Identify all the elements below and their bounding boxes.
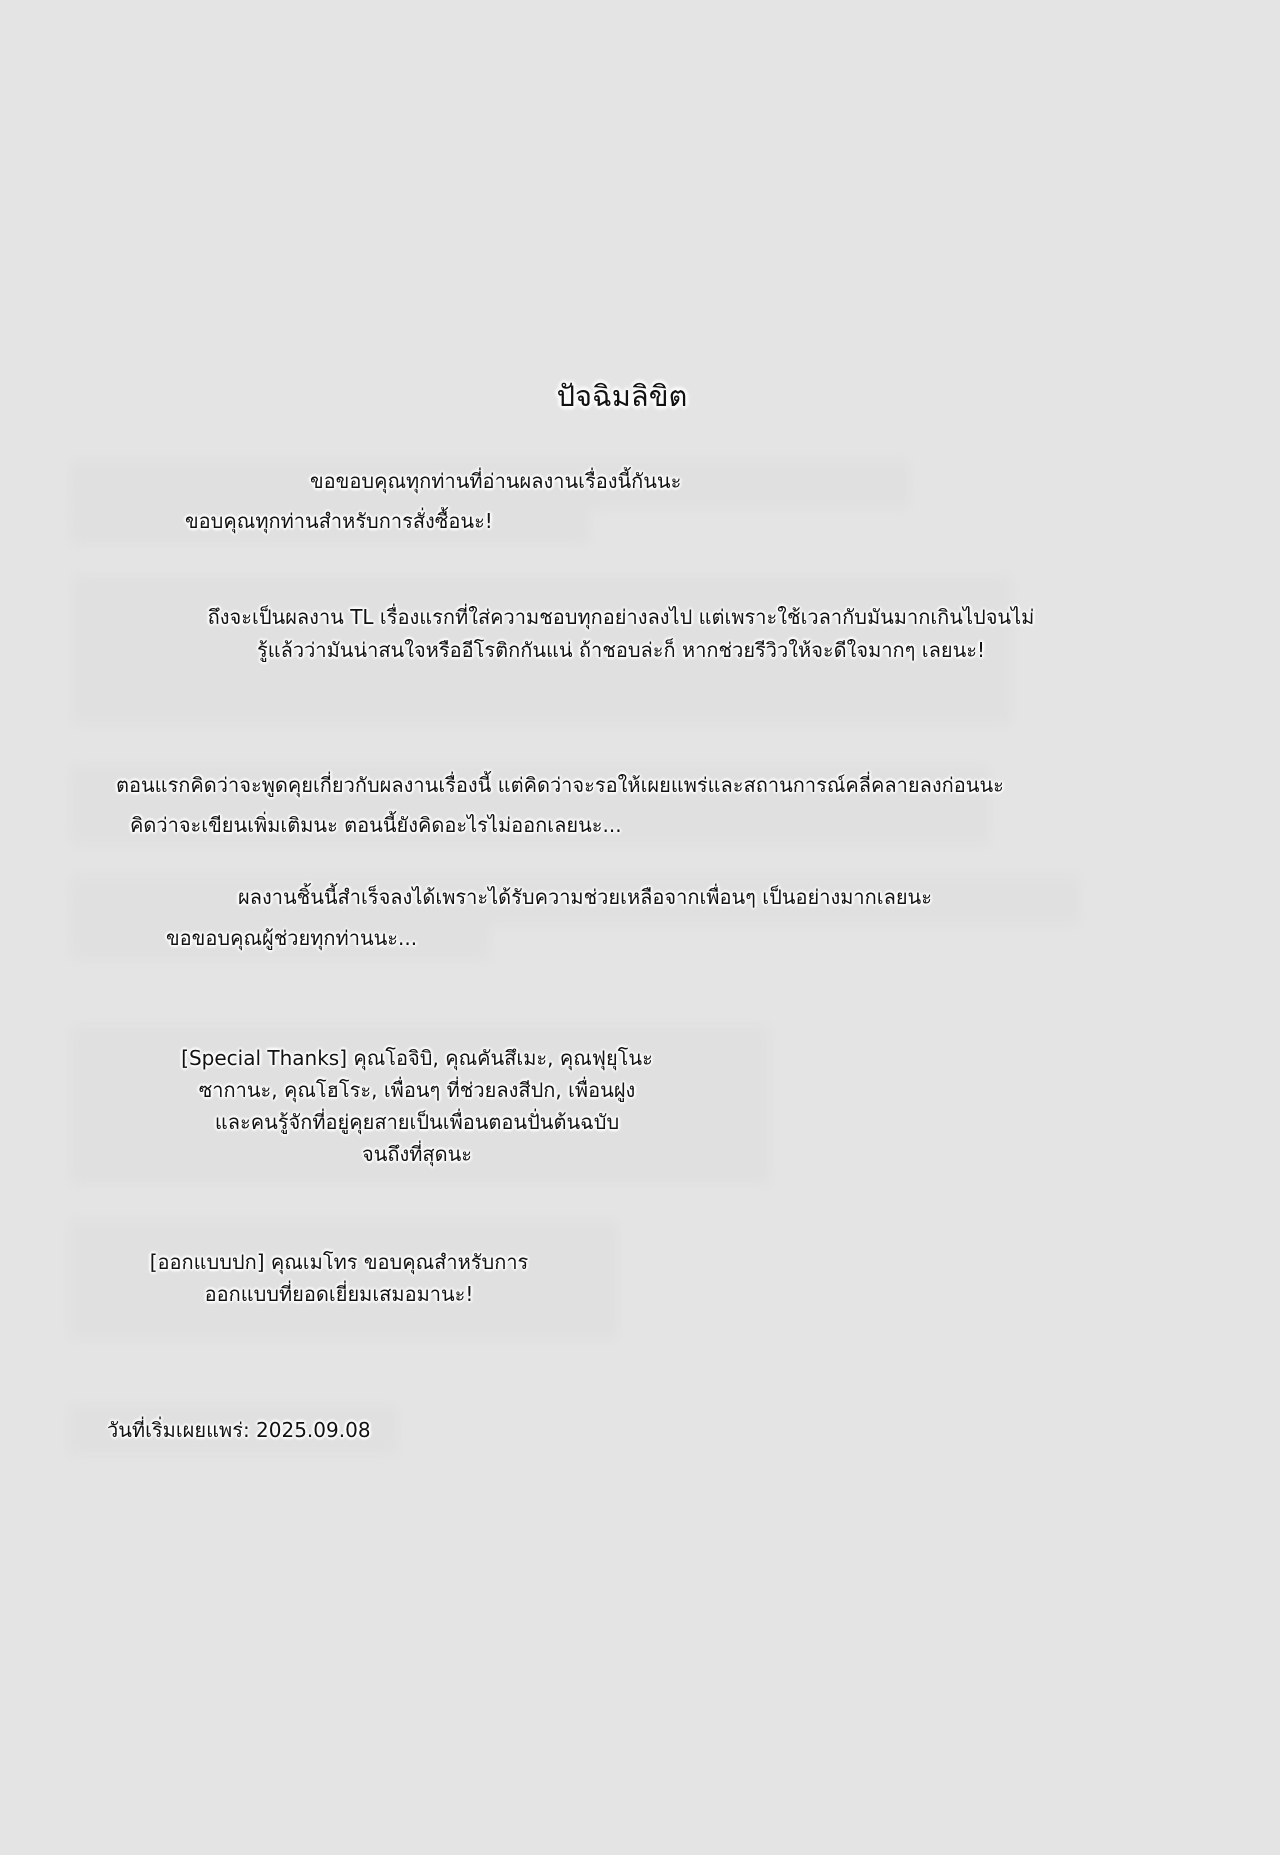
discussion-text-line-1: ตอนแรกคิดว่าจะพูดคุยเกี่ยวกับผลงานเรื่องนี้ แต่คิดว่าจะรอให้เผยแพร่และสถานการณ์คลี่คลายลงก่อนนะ [116, 773, 1004, 797]
page-title: ปัจฉิมลิขิต [556, 379, 688, 413]
cover-design-line-1: [ออกแบบปก] คุณเมโทร ขอบคุณสำหรับการ [149, 1250, 529, 1274]
release-date: วันที่เริ่มเผยแพร่: 2025.09.08 [107, 1418, 371, 1442]
thanks-readers-text: ขอขอบคุณทุกท่านที่อ่านผลงานเรื่องนี้กันนะ [310, 469, 682, 493]
special-thanks-line-4: จนถึงที่สุดนะ [361, 1142, 473, 1166]
helpers-text-line-1: ผลงานชิ้นนี้สำเร็จลงได้เพราะได้รับความช่วยเหลือจากเพื่อนๆ เป็นอย่างมากเลยนะ [238, 885, 932, 909]
discussion-text-line-2: คิดว่าจะเขียนเพิ่มเติมนะ ตอนนี้ยังคิดอะไรไม่ออกเลยนะ... [130, 813, 622, 837]
first-work-text-line-1: ถึงจะเป็นผลงาน TL เรื่องแรกที่ใส่ความชอบทุกอย่างลงไป แต่เพราะใช้เวลากับมันมากเกินไปจนไม่ [207, 605, 1035, 629]
special-thanks-line-1: [Special Thanks] คุณโอจิบิ, คุณคันสึเมะ, คุณฟุยุโนะ [181, 1046, 653, 1070]
special-thanks-line-2: ซากานะ, คุณโฮโระ, เพื่อนๆ ที่ช่วยลงสีปก, เพื่อนฝูง [198, 1078, 636, 1102]
special-thanks-line-3: และคนรู้จักที่อยู่คุยสายเป็นเพื่อนตอนปั่นต้นฉบับ [214, 1110, 620, 1134]
cover-design-line-2: ออกแบบที่ยอดเยี่ยมเสมอมานะ! [204, 1282, 474, 1306]
first-work-text-line-2: รู้แล้วว่ามันน่าสนใจหรืออีโรติกกันแน่ ถ้าชอบล่ะก็ หากช่วยรีวิวให้จะดีใจมากๆ เลยนะ! [256, 638, 986, 662]
thanks-purchase-text: ขอบคุณทุกท่านสำหรับการสั่งซื้อนะ! [185, 509, 493, 533]
helpers-text-line-2: ขอขอบคุณผู้ช่วยทุกท่านนะ... [166, 926, 418, 950]
